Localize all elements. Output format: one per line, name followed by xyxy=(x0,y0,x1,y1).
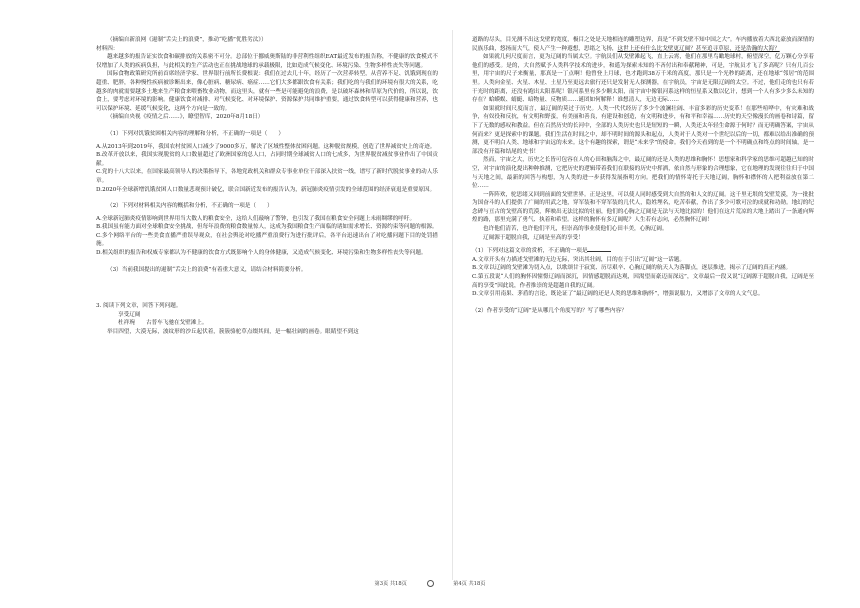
question-2-option-a[interactable]: A.全球新冠肺炎疫情影响到世界用当大数人的粮食安全，这给人们敲响了警钟，也引发了我国在粮食安全问题上未雨绸缪的呼吁。 xyxy=(96,215,416,222)
question-2-option-d[interactable]: D.相关组织的报告和权威专家都认为不健康的饮食方式既影响个人的身体健康，又造成气候变化、环境污染和生物多样性丧失等问题。 xyxy=(96,250,427,257)
question-1-option-c[interactable]: C.党的十八大以来，在国家最高领导人的决策指导下，各地党政机关和群众专事业单位干部深入扶贫一线，谱写了新时代脱贫事业的动人乐章。 xyxy=(96,169,438,184)
page-divider xyxy=(452,30,453,580)
source-citation-2: （摘编自央视《疫情之后……》，瞭望智库，2020年8月18日） xyxy=(107,114,264,121)
question-3-stem: （3）当前我国提出的遏制“舌尖上的浪费”有着重大意义，请结合材料简要分析。 xyxy=(107,266,307,273)
question-1-stem: （1）下列对饥饿贫困相关内容的理解和分析，不正确的一项是（ ） xyxy=(107,130,284,137)
essay-paragraph-7: 辽阔源于超脱自我，辽阔是至高的享受！ xyxy=(483,234,584,241)
answer-space[interactable] xyxy=(96,274,438,302)
right-page-column xyxy=(472,36,814,315)
question-2-stem: （2）下列对材料相关内容的概括和分析，不正确的一项是（ ） xyxy=(107,203,273,210)
essay-question-1-stem xyxy=(472,246,814,256)
question-2-option-b[interactable]: B.我国虽有能力面对全球粮食安全挑战，但每年浪费的粮食数量惊人，这成为我国粮食生产面临的诸如需求增长、资源约束等问题的根源。 xyxy=(96,224,438,231)
answer-blank[interactable] xyxy=(587,246,611,252)
essay-paragraph-1: 举目四望，大漠无际，波纹形的沙丘起伏着，簇簇骆驼草点缀其间，是一幅壮阔的画卷。眼睛望不到这 xyxy=(107,329,359,336)
essay-question-2-stem: （2）作者享受的“辽阔”是从哪几个角度写的？写了哪些内容？ xyxy=(472,307,627,314)
binding-circle-icon xyxy=(427,580,434,587)
essay-paragraph-2: 如果就几何尺度而言，更为辽阔的当属太空。宇航员们从戈壁滩起飞，直上云霄，他们在那里鸟瞰地球村，俯望深空，亿万颗心分享着他们的感受。是的，大自然赋予人类科学技术的进步，和遥为探索未知的不吝付出和奉献精神，可是，宇航员才飞了多高呢？只有几百公里，用宇宙的尺子来衡量，那真是一丁点啊！他曾登上月球，也才跑到38万千米的高度，那只是一个光秒的距离，还在地球“邻居”的范围里。人类向金星、火星、木星、土星乃至更远去旅行还只是发射无人探测器，在宇航员，宇宙是无限辽阔的太空。不过，他们走的也只有若干光时的距离，还没有跑出太阳系呢！银河系里有多少颗太阳，而宇宙中像银河系这样的恒星系又数以亿计，想到一个人有多少多么未知的存在？蛤蟆蜈、蜻蜓、暗物量、反物质……谜团如何解释！谁想清人，无边无际…… xyxy=(472,54,814,104)
material-4-label: 材料四： xyxy=(96,45,119,52)
reading-section-intro: 3. 阅读下列文章，回答下列问题。 xyxy=(96,303,182,310)
essay-title: 享受辽阔 xyxy=(118,311,141,318)
essay-question-1-option-c[interactable]: C.第五段说“人们的胸怀因憧憬辽阔而深沉，因情感超脱而达观，因渴望而豪迈而深远”，文章最后一段又说“辽阔源于超脱自我，辽阔是至高的享受”因此说，作者推崇的是超越自我的辽阔。 xyxy=(472,274,814,289)
material-4-paragraph-1: 越来越多的报告证实饮食和碳排放的关系密不可分。总部位于挪威奥斯陆的非营利性组织EAT最近发布的报告称，不健康的饮食模式不仅增加了人类的疾病负担，与此相关的生产活动也正在挑战地球的承载极限，比如造成气候变化、环境污染、生物多样性丧失等问题。 xyxy=(96,54,438,69)
material-4-paragraph-2: 国际食物政策研究所前首席经济学家、世界银行前所长费根说：我们在过去几十年，经历了一次营养转型，从营养不足、饥饿到现在的超重、肥胖，各种慢性疾病被诊断出来，像心脏病、糖尿病、癌症……它们大多都跟饮食有关系；我们吃的与我们的环境有很大的关系，吃越多的肉就需要越多土地来生产粮食来喂畜牧业动物，而这里头，就有一些是可能避免的浪费，是以破坏森林和草原为代价的，所以说，饮食上，要考虑对环境的影响。健康饮食对减排、对气候变化、对环境保护、资源保护共同维护重要，通过饮食转型可以获得健康和营养，也可以保护环境、延缓气候变化，这两个方向是一致的。 xyxy=(96,71,438,112)
essay-continuation xyxy=(472,36,814,53)
right-page-number: 第4页 共18页 xyxy=(453,581,486,587)
source-citation-1: （摘编自新浪网《遏制“舌尖上的浪费”，推动“吃播”优胜劣汰》） xyxy=(107,37,267,43)
question-1-option-b[interactable]: B.改革开放以来，我国实现脱贫的人口数量超过了欧洲国家的总人口，占同时期全球减贫人口的七成多，为世界脱贫减贫事业作出了中国贡献。 xyxy=(96,152,438,167)
essay-underlined-sentence: 这世上还有什么比戈壁更辽阔？甚至追寻草原，还是浩瀚的大海？ xyxy=(617,45,780,52)
essay-author-line: 杜祥琬 古普车飞驰在戈壁滩上。 xyxy=(118,320,208,327)
left-page-number: 第3页 共18页 xyxy=(374,581,407,587)
essay-paragraph-3: 如果就时间尺度而言，最辽阔的莫过于历史。人类一代代经历了多少个波澜壮阔、丰富多彩的历史变革！在那些喧哗中，有灾难和战争，有奴役和反抗，有文明和野蛮，有美丽和善良，有建设和创造，有文明和进步，有和平和幸福……历史的天空像漫长的画卷和诗篇，留下了无数的感叹和教益。但在百然历史的长河中，全部的人类历史也只是短短的一瞬，人类还太年轻生命源于何时？而无明确答案，宇宙从何而来？更是探索中的课题。我们生活在时间之中，却不明时间的源头和起点，人类对于人类对一个世纪以后的一切，都难以给出准确的预测，更不明白人类、地球和宇宙远的未来。这个有趣的探索，谓是“未来学”的使命。我们今天看到的是一个不明确点和终点的时间轴，是一部没有开篇和结尾的史书！ xyxy=(472,105,814,155)
essay-paragraph-4: 然而，宇宙之大，历史之长皆可包容在人的心田和脑海之中，最辽阔的还是人类的思维和胸怀！思想家和科学家的思维可超越已知的时空，对宇宙的演化提出种种推测，它把历史的逻辑带着我们在联接的历史中挥洒，依自然与形象的合理想象，它在地理的发现往往归于中国与天地之间，最新的回答与构想，为人类的进一步获得发展指明方向。把我们的情怀寄托于天地辽阔，胸怀和襟怀的人把利益放在第二位…… xyxy=(472,157,814,190)
question-2-option-c[interactable]: C.多个网络平台的一些美食直播严重误导观众，在社会舆论对吃播严重浪费行为进行批评后，各平台迅速出台了对吃播问题下目的处罚措施。 xyxy=(96,232,438,248)
question-1-option-d[interactable]: D.2020年全球新增饥饿贫困人口数量悲观预计破亿，联合国新近发布的报告认为，新冠肺炎疫情引发的全球范围的经济衰退是重要原因。 xyxy=(96,186,436,193)
essay-paragraph-5: 一阵阵欢，驼思绪又回到前面的戈壁世界。正是这里，可以使人同时感受到大自然的和人文的辽阔。这千里无垠的戈壁荒漠，为一批批为国奋斗的人们提供了广阔的用武之地，穿军装和不穿军装的几代人，隐姓埋名，吃苦奉献，作出了多少可歌可泣的成就和功勋。地幻的纪念碑与亘古的戈壁高的荒漠，辉映出无法比拟的壮丽，他们的心胸之辽阔是无法与天地比拟的！他们在这片荒凉的大地上踏出了一条通向辉煌的路，那里充满了勇气、执着和希望。这样的胸怀有多辽阔呢？人生若有志向，必然胸怀辽阔！ xyxy=(472,191,814,224)
page-footer xyxy=(0,580,860,587)
left-page-column xyxy=(96,36,438,337)
essay-paragraph-1-cont: 道路的尽头，目光测不出这戈壁的宽度，极目之处是天地相连的雕塑边界，真是“不到戈壁不知中国之大”。车内播放着大西北豪放而深情的民族乐曲，悠扬而大气，使人产生一种遐想，思绪之飞扬， xyxy=(472,37,814,52)
essay-question-1-option-d[interactable]: D.文章引用南果、茅盾的言论，既论证了“最辽阔的还是人类的思维和胸怀”，增强说服力，又增添了文章的人文气息。 xyxy=(472,291,764,298)
essay-question-1-option-b[interactable]: B.文章以辽阔的戈壁滩为切入点，以歌颂甘于寂寞、历尽艰辛、心胸辽阔的航天人为落脚点，逐层推进，揭示了辽阔的真正内涵。 xyxy=(472,265,792,272)
essay-paragraph-6: 也许他们清苦，也许他们平凡，但崇高的事业使他们心田丰美，心胸辽阔。 xyxy=(483,226,668,233)
question-1-option-a[interactable]: A.从2013年到2019年，我国农村贫困人口减少了9000多万，解决了区域性整体贫困问题。这种脱贫规模，创造了世界减贫史上的奇迹。 xyxy=(96,143,436,150)
essay-question-1-option-a[interactable]: A.文章开头有力描述戈壁滩的无边无际，突出其壮阔，目的在于引出“辽阔”这一话题。 xyxy=(472,256,685,263)
essay-question-1-text: （1）下列对这篇文章的赏析，不正确的一项是 xyxy=(472,248,588,255)
